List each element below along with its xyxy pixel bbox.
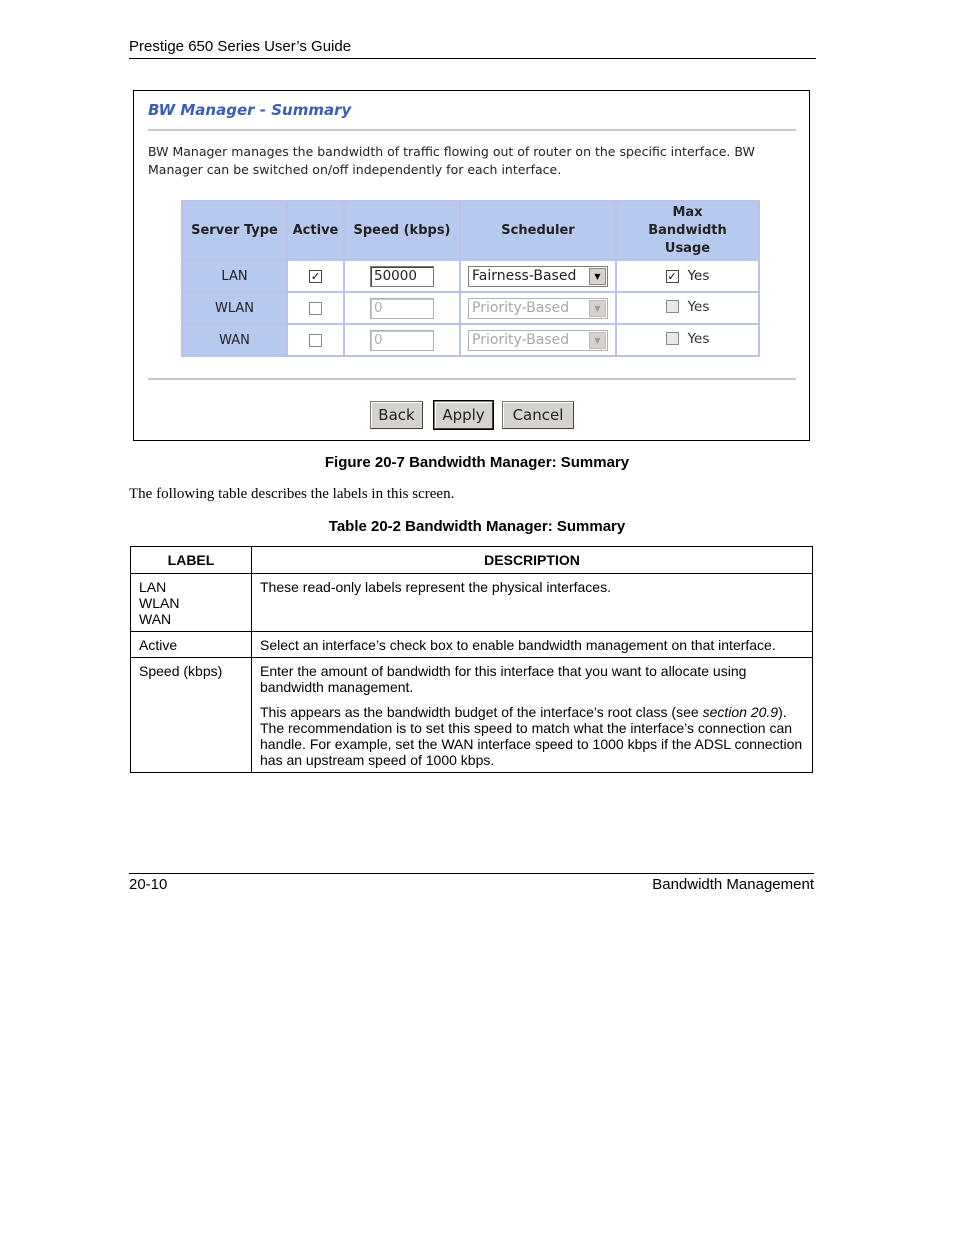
title-divider [148, 129, 796, 131]
max-usage-checkbox-lan[interactable]: ✓ [667, 269, 677, 283]
speed-input-wlan[interactable]: 0 [370, 298, 434, 319]
max-usage-label: Yes [687, 330, 710, 347]
chevron-down-icon: ▼ [589, 268, 606, 285]
speed-desc-paragraph-1: Enter the amount of bandwidth for this interface that you want to allocate using bandwidth management. [260, 663, 747, 695]
guide-title: Prestige 650 Series User’s Guide [129, 38, 352, 55]
figure-caption: Figure 20-7 Bandwidth Manager: Summary [324, 454, 630, 471]
screen-title: BW Manager - Summary [148, 101, 352, 119]
speed-input-lan[interactable]: 50000 [370, 266, 434, 287]
table-row [182, 324, 759, 356]
table-caption: Table 20-2 Bandwidth Manager: Summary [328, 518, 626, 535]
intro-paragraph: The following table describes the labels in this screen. [129, 486, 455, 502]
section-reference: section 20.9 [702, 704, 779, 720]
apply-button[interactable]: Apply [434, 401, 493, 429]
page-number: 20-10 [129, 876, 168, 893]
table-row [131, 658, 813, 773]
description-cell: These read-only labels represent the physical interfaces. [252, 574, 813, 632]
description-cell [252, 658, 813, 773]
description-table [130, 546, 813, 773]
active-checkbox-wlan[interactable] [309, 302, 322, 315]
scheduler-select-wlan[interactable] [468, 298, 608, 319]
scheduler-select-wan[interactable] [468, 330, 608, 351]
chevron-down-icon: ▼ [589, 300, 606, 317]
description-header: DESCRIPTION [252, 547, 813, 574]
table-row [182, 292, 759, 324]
back-button[interactable]: Back [370, 401, 423, 429]
col-scheduler: Scheduler [460, 201, 616, 260]
active-checkbox-lan[interactable]: ✓ [310, 269, 321, 283]
label-lan: LAN [139, 579, 167, 595]
server-type-cell: WLAN [182, 292, 287, 324]
active-checkbox-wan[interactable] [309, 334, 322, 347]
max-usage-label: Yes [687, 268, 710, 284]
label-wlan: WLAN [139, 595, 180, 611]
max-usage-checkbox-wlan[interactable] [666, 300, 679, 313]
table-row [182, 260, 759, 292]
col-server-type: Server Type [182, 201, 287, 260]
label-header: LABEL [131, 547, 252, 574]
speed-desc-paragraph-2 [260, 704, 803, 768]
bw-summary-table [181, 200, 760, 357]
label-cell: Speed (kbps) [131, 658, 252, 773]
speed-desc-text: ). The recommendation is to set this speed to match what the interface’s connection can handle. For example, set the WAN interface speed to 1000 kbps if the ADSL connection has an upstream speed of 1000 kbps. [260, 704, 803, 768]
server-type-cell: WAN [182, 324, 287, 356]
speed-desc-text: This appears as the bandwidth budget of the interface’s root class (see [260, 704, 703, 720]
max-usage-checkbox-wan[interactable] [666, 332, 679, 345]
speed-input-wan[interactable]: 0 [370, 330, 434, 351]
max-usage-label: Yes [687, 298, 710, 315]
buttons-divider [148, 378, 796, 380]
col-active: Active [287, 201, 344, 260]
table-row [131, 574, 813, 632]
table-row [131, 632, 813, 658]
label-wan: WAN [139, 611, 172, 627]
label-cell: Active [131, 632, 252, 658]
scheduler-value: Fairness-Based [472, 268, 577, 284]
bw-manager-screenshot [133, 90, 810, 441]
page-footer [129, 873, 814, 893]
server-type-cell: LAN [182, 260, 287, 292]
description-cell: Select an interface’s check box to enable bandwidth management on that interface. [252, 632, 813, 658]
col-speed: Speed (kbps) [344, 201, 460, 260]
section-name: Bandwidth Management [652, 876, 814, 893]
cancel-button[interactable]: Cancel [502, 401, 574, 429]
page-header [129, 37, 816, 59]
scheduler-value: Priority-Based [472, 300, 570, 316]
screen-description: BW Manager manages the bandwidth of traffic flowing out of router on the specific interface. BW Manager can be switched on/off independently for each interface. [148, 144, 755, 177]
col-max-bandwidth: Max Bandwidth Usage [616, 201, 759, 260]
scheduler-value: Priority-Based [472, 332, 570, 348]
scheduler-select-lan[interactable] [468, 266, 608, 287]
chevron-down-icon: ▼ [589, 332, 606, 349]
